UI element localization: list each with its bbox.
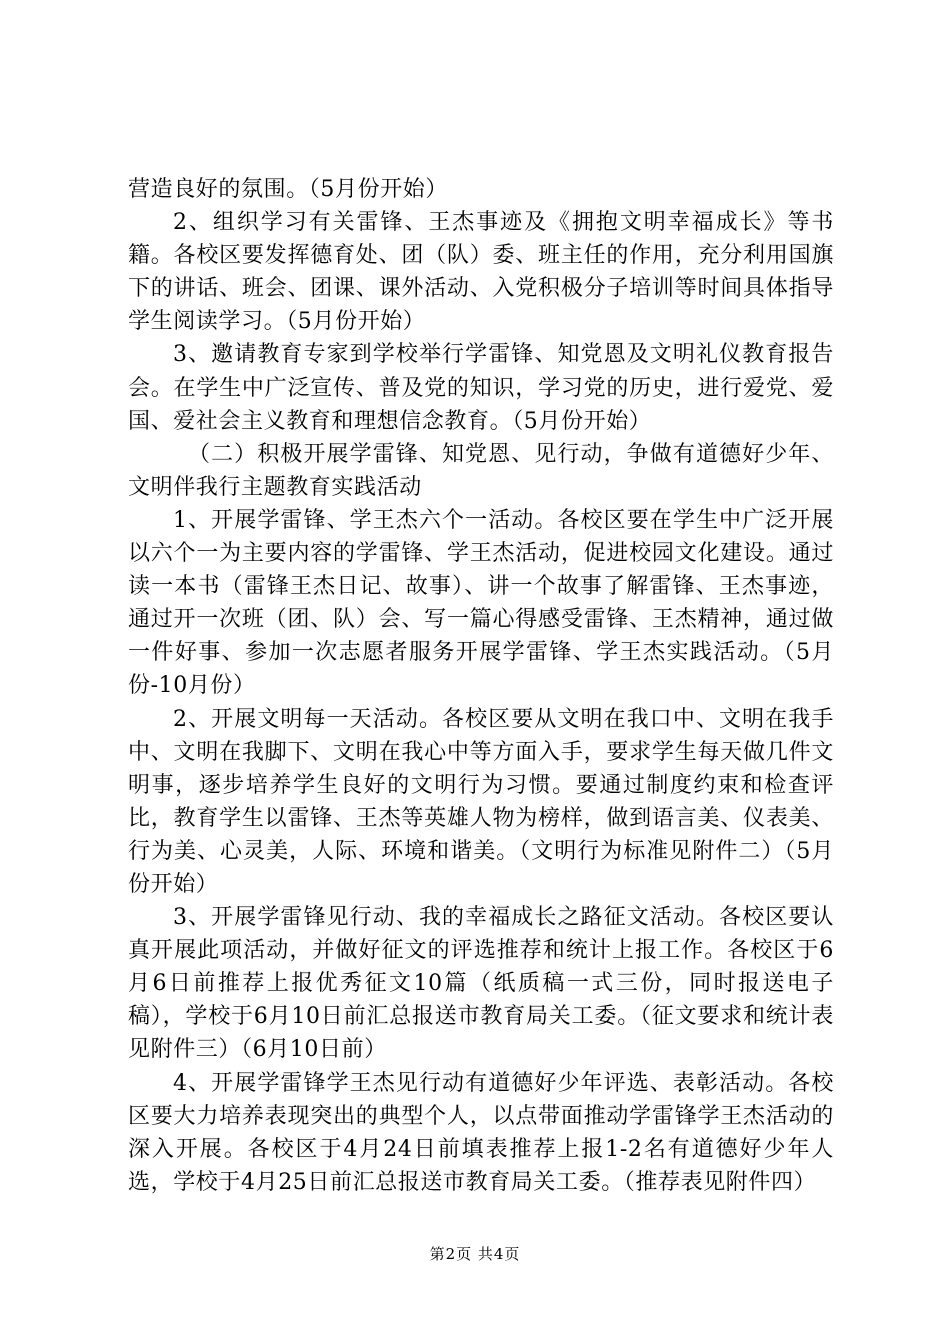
section-heading: （二）积极开展学雷锋、知党恩、见行动，争做有道德好少年、文明伴我行主题教育实践活动 <box>128 441 834 500</box>
paragraph: 2、组织学习有关雷锋、王杰事迹及《拥抱文明幸福成长》等书籍。各校区要发挥德育处、团（队）委、班主任的作用，充分利用国旗下的讲话、班会、团课、课外活动、入党积极分子培训等时间具体指导学生阅读学习。（5月份开始） <box>128 210 834 335</box>
paragraph: 4、开展学雷锋学王杰见行动有道德好少年评选、表彰活动。各校区要大力培养表现突出的典型个人，以点带面推动学雷锋学王杰活动的深入开展。各校区于4月24日前填表推荐上报1-2名有道德好少年人选，学校于4月25日前汇总报送市教育局关工委。（推荐表见附件四） <box>128 1070 834 1195</box>
paragraph: 2、开展文明每一天活动。各校区要从文明在我口中、文明在我手中、文明在我脚下、文明在我心中等方面入手，要求学生每天做几件文明事，逐步培养学生良好的文明行为习惯。要通过制度约束和检查评比，教育学生以雷锋、王杰等英雄人物为榜样，做到语言美、仪表美、行为美、心灵美，人际、环境和谐美。（文明行为标准见附件二）（5月份开始） <box>128 706 834 897</box>
paragraph: 3、邀请教育专家到学校举行学雷锋、知党恩及文明礼仪教育报告会。在学生中广泛宣传、普及党的知识，学习党的历史，进行爱党、爱国、爱社会主义教育和理想信念教育。（5月份开始） <box>128 342 834 434</box>
paragraph: 3、开展学雷锋见行动、我的幸福成长之路征文活动。各校区要认真开展此项活动，并做好征文的评选推荐和统计上报工作。各校区于6月6日前推荐上报优秀征文10篇（纸质稿一式三份，同时报送电子稿），学校于6月10日前汇总报送市教育局关工委。（征文要求和统计表见附件三）（6月10日前） <box>128 905 834 1063</box>
paragraph: 1、开展学雷锋、学王杰六个一活动。各校区要在学生中广泛开展以六个一为主要内容的学雷锋、学王杰活动，促进校园文化建设。通过读一本书（雷锋王杰日记、故事）、讲一个故事了解雷锋、王杰事迹，通过开一次班（团、队）会、写一篇心得感受雷锋、王杰精神，通过做一件好事、参加一次志愿者服务开展学雷锋、学王杰实践活动。（5月份-10月份） <box>128 507 834 699</box>
document-body <box>128 173 834 1199</box>
paragraph: 营造良好的氛围。（5月份开始） <box>128 177 448 202</box>
page-footer: 第2页 共4页 <box>429 1245 521 1263</box>
